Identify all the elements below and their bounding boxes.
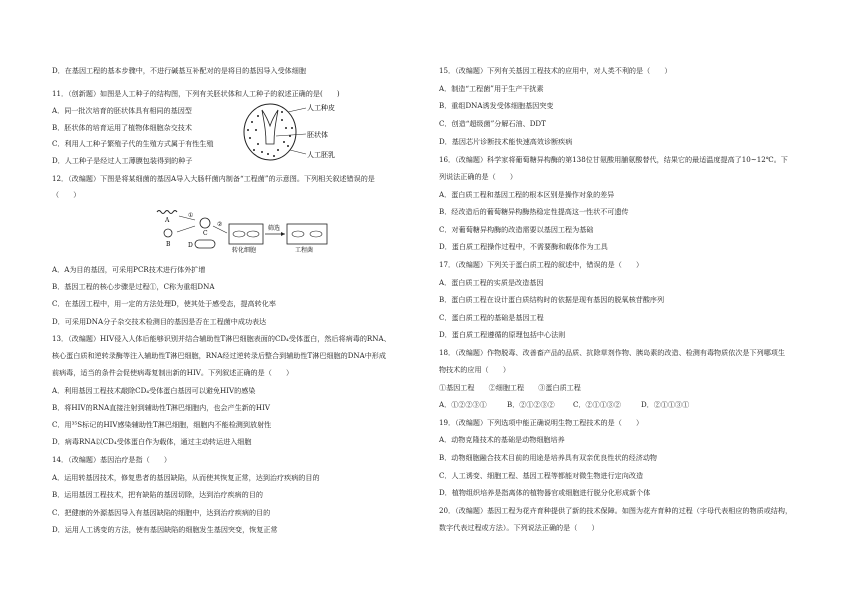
q13-stem-line2: 核心蛋白质和逆转录酶等注入辅助性T淋巴细胞，RNA经过逆转录后整合到辅助性T淋巴细胞的DNA中形成 — [52, 351, 386, 360]
artificial-seed-figure — [238, 100, 338, 164]
q15-stem: 15．（改编题）下列有关基因工程技术的应用中，对人类不利的是（ ） — [439, 66, 672, 75]
q15-option-a: A．制造“工程菌”用于生产干扰素 — [439, 84, 544, 93]
engineered-bacteria-figure — [155, 206, 335, 256]
q12-option-b: B．基因工程的核心步骤是过程①，C称为重组DNA — [52, 282, 215, 291]
host-cell-d — [195, 240, 215, 248]
recombinant-c — [200, 218, 210, 228]
q14-stem: 14．（改编题）基因治疗是指（ ） — [52, 455, 171, 464]
q20-stem-line1: 20．（改编题）基因工程为花卉育种提供了新的技术保障。如图为花卉育种的过程（字母代表相应的物质或结构， — [439, 506, 793, 515]
q17-option-c: C．蛋白质工程的基础是基因工程 — [439, 313, 544, 322]
q16-stem-line2: 列说法正确的是（ ） — [439, 172, 518, 181]
label-endosperm: 人工胚乳 — [307, 151, 335, 159]
q16-option-b: B．经改造后的葡萄糖异构酶热稳定性提高这一性状不可遗传 — [439, 207, 629, 216]
q19-option-b: B．动物细胞融合技术目前的用途是培养具有双亲优良性状的经济动物 — [439, 453, 658, 462]
q18-stem-line2: 物技术的应用（ ） — [439, 365, 510, 374]
q15-option-b: B．重组DNA诱发受体细胞基因突变 — [439, 101, 554, 110]
q13-option-b: B．将HIV的RNA直接注射到辅助性T淋巴细胞内，也会产生新的HIV — [52, 403, 270, 412]
label-d: D — [188, 242, 193, 249]
q18-option-c: C．②①①③② — [573, 400, 621, 409]
q11-option-b: B．胚状体的培育运用了植物体细胞杂交技术 — [52, 123, 192, 132]
q16-option-d: D．蛋白质工程操作过程中，不需要酶和载体作为工具 — [439, 242, 608, 251]
label-process-2: ② — [217, 221, 223, 228]
q15-option-d: D．基因芯片诊断技术能快速高效诊断疾病 — [439, 137, 573, 146]
label-a: A — [165, 217, 170, 224]
q17-option-b: B．蛋白质工程在设计蛋白质结构时的依据是现有基因的脱氧核苷酸序列 — [439, 295, 665, 304]
engineered-bacteria-box — [287, 224, 327, 244]
arrow-label: 筛选 — [268, 225, 281, 232]
q12-option-c: C．在基因工程中，用一定的方法处理D，使其处于感受态，提高转化率 — [52, 299, 276, 308]
label-process-1: ① — [188, 212, 194, 219]
q16-stem-line1: 16．（改编题）科学家将葡萄糖异构酶的第138位甘氨酸用脯氨酸替代，结果它的最适温度提高了10~12℃。下 — [439, 155, 788, 164]
q11-option-c: C．利用人工种子繁殖子代的生殖方式属于有性生殖 — [52, 139, 214, 148]
q18-option-a: A．①②②③① — [439, 400, 487, 409]
label-c: C — [203, 230, 208, 237]
q20-stem-line2: 数字代表过程或方法）。下列说法正确的是（ ） — [439, 523, 599, 532]
q13-stem-line1: 13．（改编题）HIV侵入人体后能够识别并结合辅助性T淋巴细胞表面的CD₄受体蛋白，然后将病毒的RNA、 — [52, 334, 391, 343]
q10-option-d: D．在基因工程的基本步骤中，不进行碱基互补配对的是将目的基因导入受体细胞 — [52, 66, 306, 75]
gene-a-strand — [157, 211, 177, 214]
q14-option-d: D．运用人工诱变的方法，使有基因缺陷的细胞发生基因突变，恢复正常 — [52, 525, 278, 534]
q13-option-d: D．病毒RNA以CD₄受体蛋白作为载体，通过主动转运进入细胞 — [52, 437, 252, 446]
q12-option-d: D．可采用DNA分子杂交技术检测目的基因是否在工程菌中成功表达 — [52, 317, 267, 326]
q11-option-d: D．人工种子是经过人工薄膜包装得到的种子 — [52, 156, 193, 165]
q11-stem: 11．（创新题）如图是人工种子的结构图，下列有关胚状体和人工种子的叙述正确的是( ) — [52, 89, 340, 98]
q17-option-d: D．蛋白质工程遵循的原理包括中心法则 — [439, 330, 566, 339]
q19-option-a: A．动物克隆技术的基础是动物细胞培养 — [439, 435, 565, 444]
q17-stem: 17．（改编题）下列关于蛋白质工程的叙述中，错误的是（ ） — [439, 260, 644, 269]
box1-label: 转化细胞 — [232, 247, 257, 254]
q19-option-d: D．植物组织培养是指离体的植物器官或细胞进行脱分化形成新个体 — [439, 488, 651, 497]
q19-option-c: C．人工诱变、细胞工程、基因工程等都能对微生物进行定向改造 — [439, 471, 644, 480]
q16-option-c: C．对葡萄糖异构酶的改造需要以基因工程为基础 — [439, 225, 594, 234]
q18-option-d: D．②①①③① — [641, 400, 690, 409]
transformed-cell-box — [229, 224, 263, 244]
q18-option-b: B．②①②③② — [507, 400, 555, 409]
q16-option-a: A．蛋白质工程和基因工程的根本区别是操作对象的差异 — [439, 190, 615, 199]
q18-stem-line1: 18．（改编题）作物脱毒、改善畜产品的品质、抗除草剂作物、胰岛素的改造、检测有毒物质依次是下列哪项生 — [439, 348, 785, 357]
box2-label: 工程菌 — [295, 247, 314, 254]
q12-stem: 12．（改编题）下图是将某细菌的基因A导入大肠杆菌内制备“工程菌”的示意图。下列相关叙述错误的是 — [52, 174, 375, 183]
q15-option-c: C．创造“超级菌”分解石油、DDT — [439, 119, 546, 128]
q19-stem: 19．（改编题）下列选项中能正确说明生物工程技术的是（ ） — [439, 418, 644, 427]
q13-option-a: A．利用基因工程技术敲除CD₄受体蛋白基因可以避免HIV的感染 — [52, 386, 256, 395]
q12-paren: （ ） — [52, 190, 81, 199]
q13-stem-line3: 前病毒，适当的条件会促使病毒复制出新的HIV。下列叙述正确的是（ ） — [52, 368, 294, 377]
label-seed-coat: 人工种皮 — [307, 104, 335, 112]
q11-option-a: A．同一批次培育的胚状体具有相同的基因型 — [52, 106, 192, 115]
label-b: B — [166, 241, 171, 248]
q17-option-a: A．蛋白质工程的实质是改造基因 — [439, 278, 544, 287]
q14-option-a: A．运用转基因技术，修复患者的基因缺陷，从而使其恢复正常，达到治疗疾病的目的 — [52, 473, 320, 482]
q12-option-a: A．A为目的基因，可采用PCR技术进行体外扩增 — [52, 265, 206, 274]
q14-option-c: C．把健康的外源基因导入有基因缺陷的细胞中，达到治疗疾病的目的 — [52, 508, 271, 517]
label-embryo: 胚状体 — [307, 131, 328, 139]
q18-items: ①基因工程 ②细胞工程 ③蛋白质工程 — [439, 383, 581, 392]
q13-option-c: C．用³⁵S标记的HIV感染辅助性T淋巴细胞，细胞内不能检测到放射性 — [52, 420, 272, 429]
q14-option-b: B．运用基因工程技术，把有缺陷的基因切除，达到治疗疾病的目的 — [52, 490, 263, 499]
plasmid-b — [164, 229, 172, 237]
